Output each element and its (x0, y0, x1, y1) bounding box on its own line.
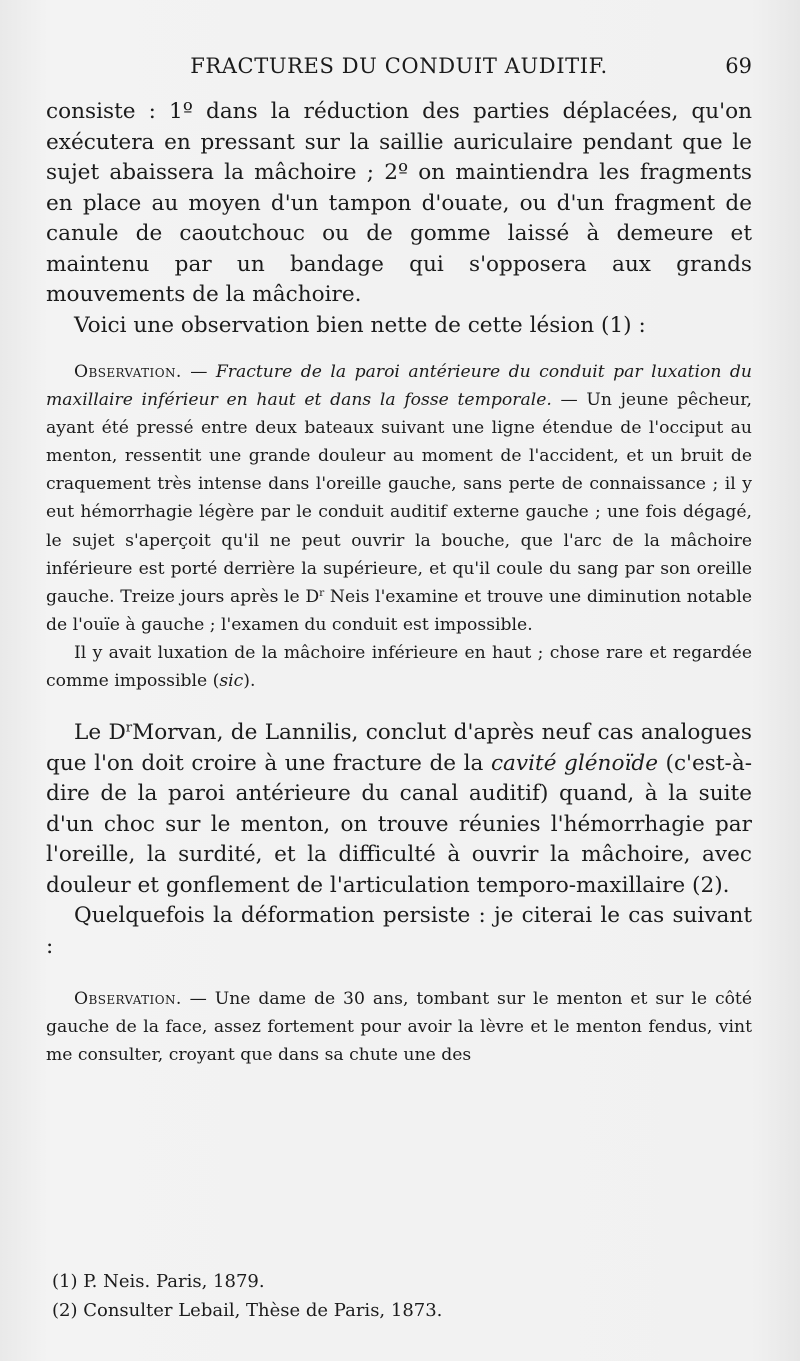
footnote-1: (1) P. Neis. Paris, 1879. (52, 1271, 265, 1292)
observation-1 (46, 358, 752, 639)
treatment-paragraph: consiste : 1º dans la réduction des parties déplacées, qu'on exécutera en pressant sur la saillie auriculaire pendant que le sujet abaissera la mâchoire ; 2º on maintiendra les fragments en place au moyen d'un tampon d'ouate, ou d'un fragment de canule de caoutchouc ou de gomme laissé à demeure et maintenu par un bandage qui s'opposera aux grands mouvements de la mâchoire. (46, 99, 752, 307)
observation-note (46, 639, 752, 695)
observation-text: Neis l'examine et trouve une diminution notable de l'ouïe à gauche ; l'examen du conduit est impossible. (46, 586, 752, 635)
observation-dash: — (190, 362, 216, 382)
observation-label: Observation. (74, 989, 182, 1010)
page-number: 69 (725, 54, 752, 78)
page-content (46, 97, 752, 1069)
observation-text: — Une dame de 30 ans, tombant sur le menton et sur le côté gauche de la face, assez fortement pour avoir la lèvre et le menton fendus, vint me consulter, croyant que dans sa chute une des (46, 989, 752, 1066)
italic-term: cavité glénoïde (490, 750, 658, 776)
doctor-superscript: r (125, 720, 133, 736)
observation-text: Un jeune pêcheur, ayant été pressé entre deux bateaux suivant une ligne étendue de l'occiput au menton, ressentit une grande douleur au moment de l'accident, et un bruit de craquement très intense dans l'oreille gauche, sans perte de connaissance ; il y eut hémorrhagie légère par le conduit auditif externe gauche ; une fois dégagé, le sujet s'aperçoit qu'il ne peut ouvrir la bouche, que l'arc de la mâchoire inférieure est porté derrière la supérieure, et qu'il coule du sang par son oreille gauche. Treize jours après le D (46, 390, 752, 607)
observation-note-text: Il y avait luxation de la mâchoire inférieure en haut ; chose rare et regardée comme impossible ( (46, 642, 752, 692)
observation-title: Fracture de la paroi antérieure du conduit par luxation du maxillaire inférieur en haut et dans la fosse temporale. (46, 362, 752, 411)
morvan-text: Morvan, de Lannilis, conclut d'après neuf cas analogues que l'on doit croire à une fracture de la (46, 720, 753, 776)
observation-dash: — (560, 390, 587, 411)
morvan-text: (c'est-à-dire de la paroi antérieure du canal auditif) quand, à la suite d'un choc sur le menton, on trouve réunies l'hémorrhagie par l'oreille, la surdité, et la difficulté à ouvrir la mâchoire, avec douleur et gonflement de l'articulation temporo-maxillaire (2). (46, 750, 752, 898)
transition-paragraph: Quelquefois la déformation persiste : je citerai le cas suivant : (46, 903, 752, 959)
sic-marker: sic (219, 671, 244, 692)
footnote-2: (2) Consulter Lebail, Thèse de Paris, 1873. (52, 1300, 443, 1321)
observation-2 (46, 985, 752, 1069)
doctor-superscript: r (319, 585, 325, 599)
page-header (46, 54, 752, 84)
running-title: FRACTURES DU CONDUIT AUDITIF. (190, 54, 608, 78)
observation-note-text: ). (243, 671, 256, 692)
observation-intro-paragraph: Voici une observation bien nette de cette lésion (1) : (74, 312, 646, 338)
morvan-prefix: Le D (74, 720, 126, 746)
footnotes (52, 1267, 752, 1325)
observation-label: Observation. (74, 362, 182, 382)
morvan-paragraph (46, 718, 752, 901)
